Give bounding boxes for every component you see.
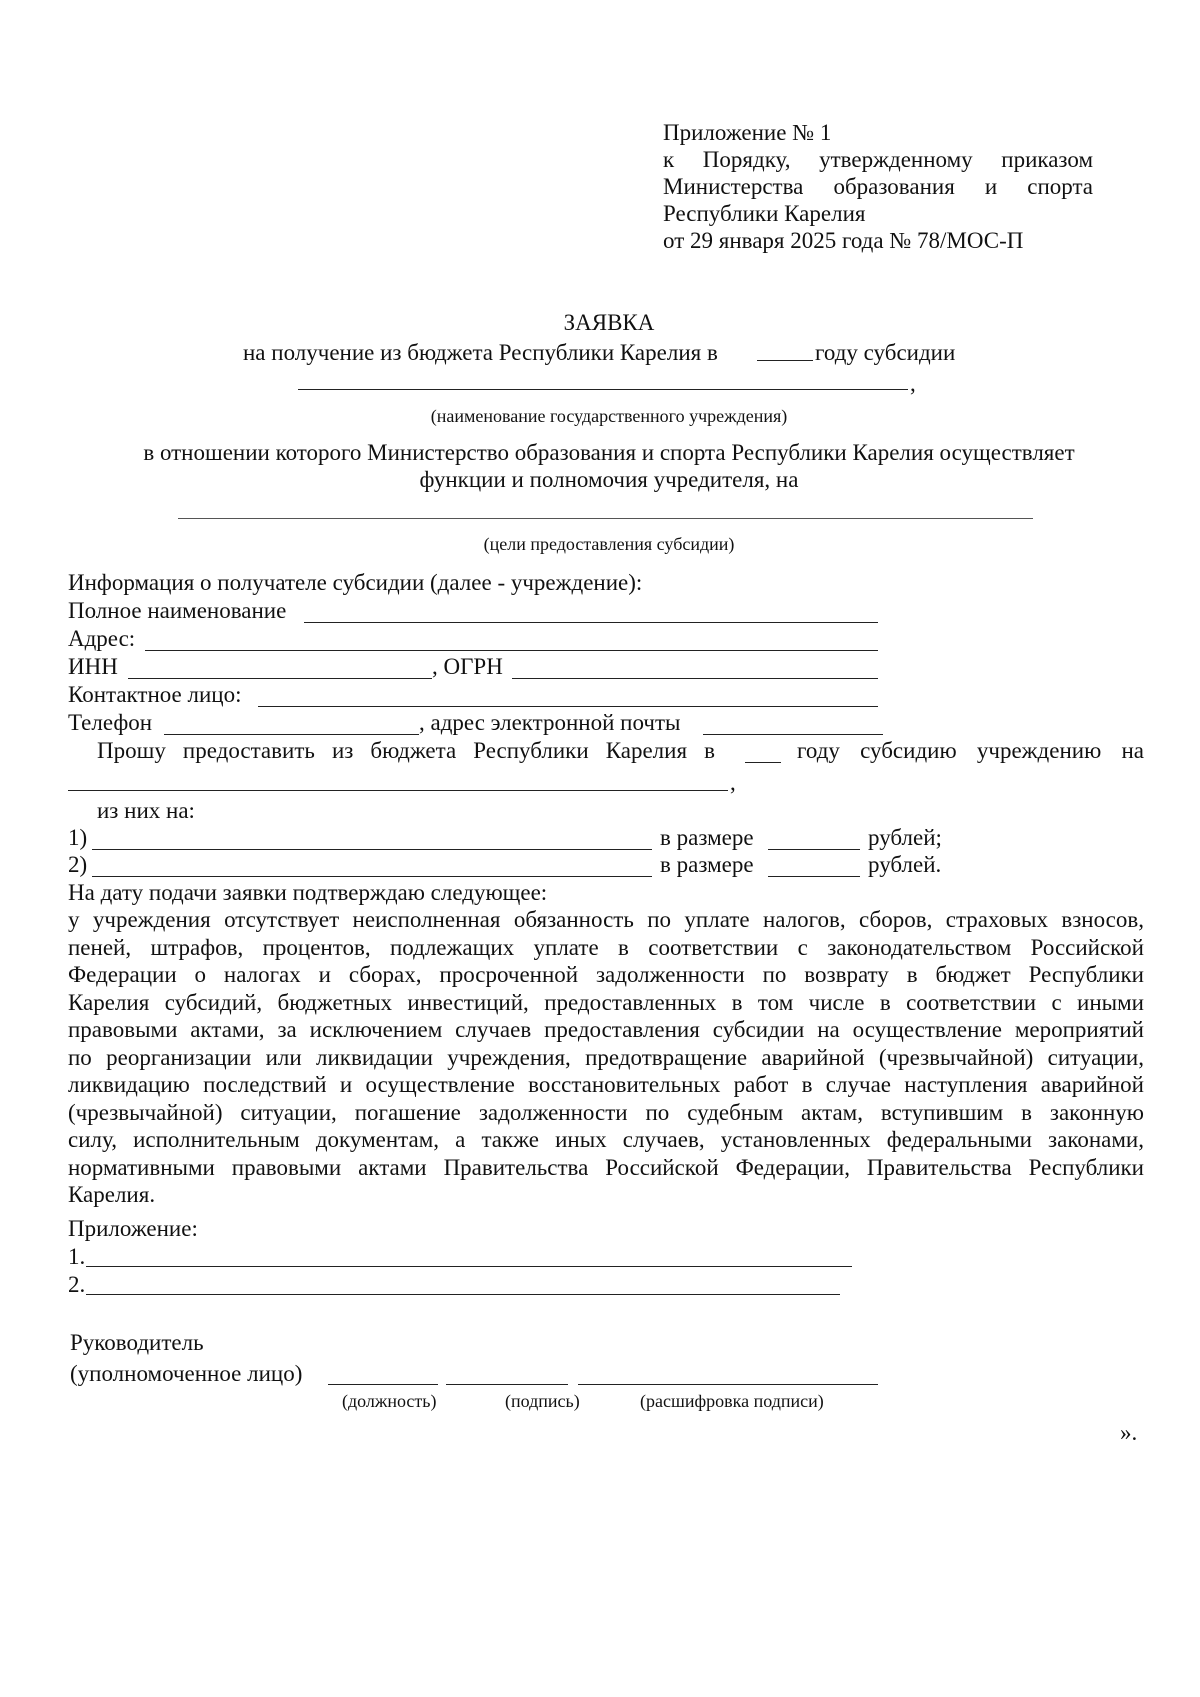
title-sub-before: на получение из бюджета Республики Карелия в — [243, 340, 718, 365]
decode-caption: (расшифровка подписи) — [640, 1391, 824, 1411]
inn-field[interactable] — [128, 678, 432, 679]
appendix-date-line: от 29 января 2025 года № 78/МОС-П — [663, 228, 1024, 253]
appendix-order-line: к Порядку, утвержденному приказом — [663, 147, 1093, 172]
institution-caption: (наименование государственного учреждения) — [430, 406, 788, 426]
item1-rubles: рублей; — [868, 825, 942, 850]
title-sub-after: году субсидии — [815, 340, 956, 365]
attachments-header: Приложение: — [68, 1216, 198, 1241]
confirm-line: Федерации о налогах и сборах, просроченной задолженности по возврату в бюджет Республики — [68, 962, 1144, 987]
confirm-line: Карелия субсидий, бюджетных инвестиций, предоставленных в том числе в соответствии с иными — [68, 989, 1144, 1015]
confirm-line: силу, исполнительным документам, а также иных случаев, установленных федеральными законами, — [68, 1127, 1144, 1152]
confirm-paragraph — [68, 906, 1144, 1209]
item1-size-label: в размере — [660, 825, 754, 850]
ogrn-field[interactable] — [512, 678, 878, 679]
confirm-line: нормативными правовыми актами Правительства Российской Федерации, Правительства Республики — [68, 1154, 1144, 1180]
institution-comma: , — [910, 371, 916, 396]
attachment1-field[interactable] — [86, 1266, 852, 1267]
item1-amount-field[interactable] — [768, 849, 860, 850]
full-name-field[interactable] — [304, 622, 878, 623]
confirm-line: по реорганизации или ликвидации учреждения, предотвращение аварийной (чрезвычайной) ситуации, — [68, 1044, 1144, 1070]
year-blank[interactable] — [757, 360, 813, 361]
item1-purpose-field[interactable] — [92, 849, 652, 850]
confirm-line: у учреждения отсутствует неисполненная обязанность по уплате налогов, сборов, страховых взносов, — [68, 907, 1144, 932]
inn-label: ИНН — [68, 654, 118, 679]
item2-amount-field[interactable] — [768, 876, 860, 877]
address-label: Адрес: — [68, 626, 136, 651]
phone-label: Телефон — [68, 710, 153, 735]
request-year-blank[interactable] — [745, 762, 781, 763]
of-them-label: из них на: — [97, 798, 195, 823]
contact-field[interactable] — [258, 706, 878, 707]
sign-field[interactable] — [446, 1384, 568, 1385]
confirm-line: ликвидацию последствий и осуществление восстановительных работ в случае наступления аварийной — [68, 1072, 1144, 1097]
attachment2-number: 2. — [68, 1272, 86, 1297]
relation-line-2: функции и полномочия учредителя, на — [419, 467, 799, 492]
request-purpose-blank[interactable] — [68, 790, 728, 791]
email-field[interactable] — [703, 734, 883, 735]
appendix-ministry-line: Министерства образования и спорта — [663, 174, 1093, 199]
confirm-line: Карелия. — [68, 1182, 156, 1207]
closing-quote: ». — [1120, 1420, 1138, 1445]
appendix-republic-line: Республики Карелия — [663, 201, 866, 226]
institution-name-blank[interactable] — [298, 389, 908, 390]
address-field[interactable] — [145, 650, 878, 651]
item1-number: 1) — [68, 825, 88, 850]
email-label: , адрес электронной почты — [419, 710, 681, 735]
document-title: ЗАЯВКА — [563, 310, 655, 335]
signature-head-label: Руководитель — [70, 1330, 204, 1355]
item2-rubles: рублей. — [868, 852, 942, 877]
full-name-label: Полное наименование — [68, 598, 287, 623]
attachment1-number: 1. — [68, 1244, 86, 1269]
item2-number: 2) — [68, 852, 88, 877]
purpose-blank[interactable] — [178, 518, 1033, 519]
relation-line-1: в отношении которого Министерство образования и спорта Республики Карелия осуществляет — [143, 440, 1075, 465]
purpose-caption: (цели предоставления субсидии) — [483, 534, 735, 554]
appendix-number: Приложение № 1 — [663, 120, 832, 145]
ogrn-label: , ОГРН — [432, 654, 503, 679]
request-line-b: году субсидию учреждению на — [797, 738, 1144, 763]
signature-authorized-label: (уполномоченное лицо) — [70, 1361, 303, 1386]
item2-purpose-field[interactable] — [92, 876, 652, 877]
confirm-line: (чрезвычайной) ситуации, погашение задолженности по судебным актам, вступившим в законную — [68, 1099, 1144, 1125]
contact-label: Контактное лицо: — [68, 682, 242, 707]
item2-size-label: в размере — [660, 852, 754, 877]
position-caption: (должность) — [342, 1391, 437, 1411]
sign-caption: (подпись) — [505, 1391, 580, 1411]
decode-field[interactable] — [578, 1384, 878, 1385]
request-line-a: Прошу предоставить из бюджета Республики Карелия в — [97, 738, 715, 763]
confirm-header: На дату подачи заявки подтверждаю следующее: — [68, 880, 548, 905]
attachment2-field[interactable] — [86, 1294, 840, 1295]
position-field[interactable] — [328, 1384, 438, 1385]
confirm-line: пеней, штрафов, процентов, подлежащих уплате в соответствии с законодательством Российской — [68, 934, 1144, 960]
request-comma: , — [730, 770, 736, 795]
phone-field[interactable] — [164, 734, 419, 735]
confirm-line: правовыми актами, за исключением случаев предоставления субсидии на осуществление мероприятий — [68, 1017, 1144, 1042]
recipient-header: Информация о получателе субсидии (далее - учреждение): — [68, 570, 643, 595]
